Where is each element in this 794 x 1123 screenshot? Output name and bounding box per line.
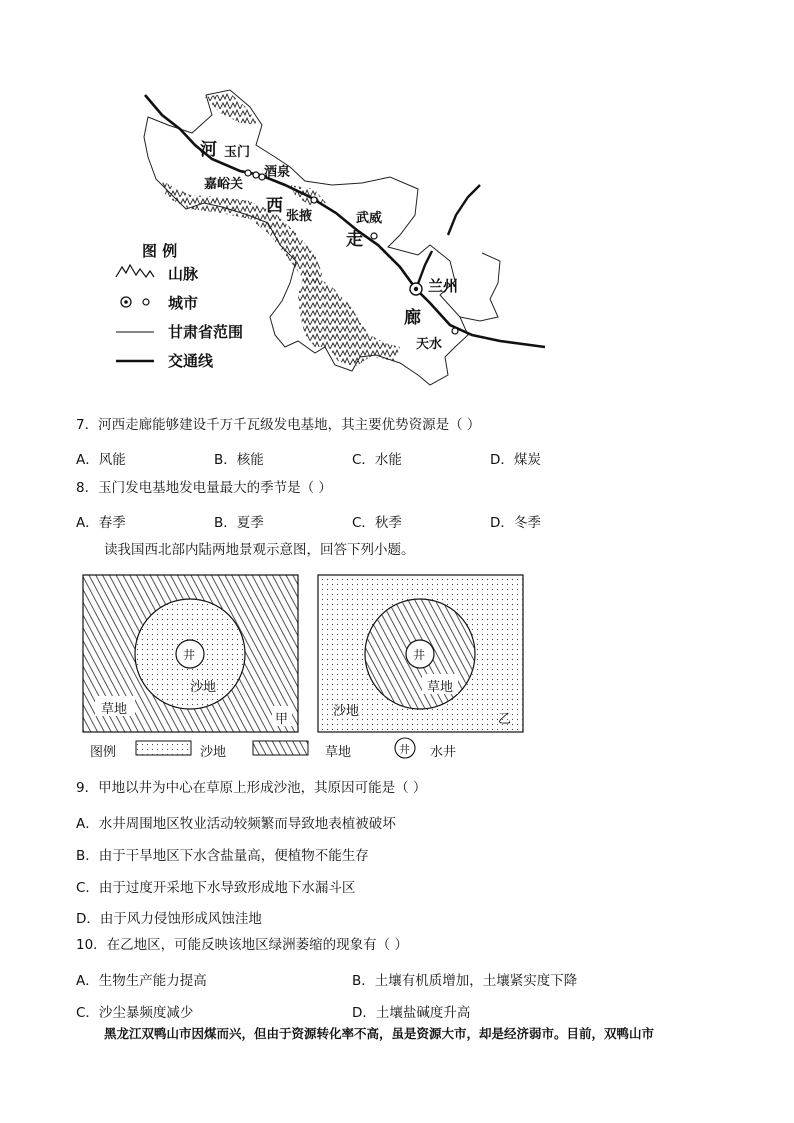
- q7-option-a[interactable]: A．风能: [76, 452, 126, 468]
- label-zhangye: 张掖: [286, 209, 313, 224]
- label-lanzhou: 兰州: [428, 277, 459, 295]
- jia-tag: 甲: [275, 712, 289, 727]
- intro-text: 读我国西北部内陆两地景观示意图，回答下列小题。: [104, 542, 415, 558]
- map-legend-province: 甘肃省范围: [168, 323, 244, 341]
- q7-option-c[interactable]: C．水能: [352, 452, 402, 468]
- map-legend-title: 图 例: [142, 242, 178, 260]
- yi-well-label: 井: [413, 648, 426, 662]
- bottom-passage: 黑龙江双鸭山市因煤而兴，但由于资源转化率不高，虽是资源大市，却是经济弱市。目前，双鸭山市: [104, 1026, 655, 1041]
- label-tianshui: 天水: [416, 337, 443, 352]
- label-zou: 走: [346, 230, 363, 250]
- question-10: 10．在乙地区，可能反映该地区绿洲萎缩的现象有（ ）: [76, 937, 408, 953]
- q10-option-d[interactable]: D．土壤盐碱度升高: [352, 1005, 471, 1021]
- label-jiayuguan: 嘉峪关: [204, 177, 244, 192]
- label-xi: 西: [266, 196, 283, 216]
- gansu-map: [100, 85, 560, 395]
- label-wuwei: 武威: [356, 211, 383, 226]
- yi-outer-label: 沙地: [333, 704, 360, 719]
- q8-option-a[interactable]: A．春季: [76, 515, 126, 531]
- map-legend-city: 城市: [168, 294, 199, 312]
- legend-city-symbol-minor: [143, 299, 149, 305]
- q7-option-b[interactable]: B．核能: [214, 452, 264, 468]
- q9-option-c[interactable]: C．由于过度开采地下水导致形成地下水漏斗区: [76, 880, 356, 896]
- label-jiuquan: 酒泉: [264, 165, 291, 180]
- map-legend-mountain: 山脉: [168, 265, 199, 283]
- label-lang: 廊: [404, 308, 421, 328]
- city-yumen: [245, 170, 251, 176]
- landscape-graphic: [80, 572, 530, 767]
- map-legend-transport: 交通线: [168, 352, 214, 370]
- legend-title: 图例: [90, 745, 117, 760]
- legend-mountain-symbol: [116, 265, 154, 277]
- yi-inner-label: 草地: [427, 680, 454, 695]
- question-9: 9．甲地以井为中心在草原上形成沙池，其原因可能是（ ）: [76, 780, 427, 796]
- city-zhangye: [311, 197, 317, 203]
- yi-tag: 乙: [498, 712, 512, 727]
- label-yumen: 玉门: [224, 145, 251, 160]
- label-he: 河: [200, 140, 217, 160]
- q10-option-a[interactable]: A．生物生产能力提高: [76, 973, 207, 989]
- q9-option-b[interactable]: B．由于干旱地区下水含盐量高，便植物不能生存: [76, 848, 369, 864]
- legend-grass-label: 草地: [325, 745, 352, 760]
- legend-grass-swatch: [253, 741, 308, 755]
- city-wuwei: [371, 233, 377, 239]
- city-tianshui: [452, 328, 458, 334]
- q10-option-b[interactable]: B．土壤有机质增加，土壤紧实度下降: [352, 973, 578, 989]
- q9-option-d[interactable]: D．由于风力侵蚀形成风蚀洼地: [76, 911, 262, 927]
- q8-option-b[interactable]: B．夏季: [214, 515, 264, 531]
- q8-option-d[interactable]: D．冬季: [490, 515, 541, 531]
- question-7: 7．河西走廊能够建设千万千瓦级发电基地，其主要优势资源是（ ）: [76, 417, 481, 433]
- jia-outer-label: 草地: [101, 702, 128, 717]
- jia-well-label: 井: [183, 648, 196, 662]
- legend-sand-label: 沙地: [200, 745, 227, 760]
- legend-well-symbol-label: 井: [399, 743, 410, 756]
- q7-option-d[interactable]: D．煤炭: [490, 452, 541, 468]
- landscape-diagrams: [80, 572, 530, 767]
- question-8: 8．玉门发电基地发电量最大的季节是（ ）: [76, 480, 332, 496]
- jia-inner-label: 沙地: [190, 680, 217, 695]
- q10-option-c[interactable]: C．沙尘暴频度减少: [76, 1005, 194, 1021]
- city-jiayuguan: [253, 172, 259, 178]
- q9-option-a[interactable]: A．水井周围地区牧业活动较频繁而导致地表植被破坏: [76, 816, 396, 832]
- legend-well-label: 水井: [430, 745, 457, 760]
- q8-option-c[interactable]: C．秋季: [352, 515, 402, 531]
